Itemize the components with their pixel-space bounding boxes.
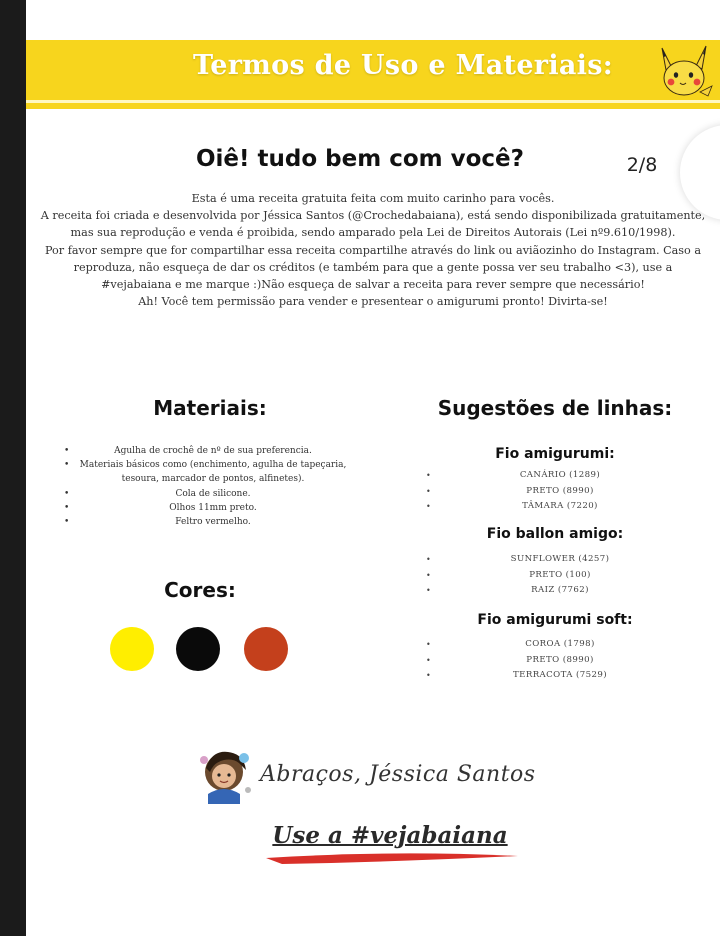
list-item: • Feltro vermelho. — [60, 515, 350, 529]
color-swatch-terracotta — [244, 627, 288, 671]
list-item: • Materiais básicos como (enchimento, agulha de tapeçaria, tesoura, marcador de pontos, alfinetes). — [60, 458, 350, 486]
cores-heading: Cores: — [164, 578, 236, 602]
intro-line: Esta é uma receita gratuita feita com muito carinho para vocês. — [191, 192, 555, 205]
list-item: • COROA (1798) — [420, 637, 700, 653]
red-swoosh-decoration — [262, 848, 522, 866]
header-divider-light — [26, 100, 720, 103]
pikachu-mascot-icon — [652, 42, 716, 104]
list-item: • Agulha de crochê de nº de sua preferencia. — [60, 444, 350, 458]
color-swatch-black — [176, 627, 220, 671]
list-item: • RAIZ (7762) — [420, 583, 700, 599]
intro-text — [40, 190, 706, 310]
fio-group-list — [420, 637, 700, 684]
list-item: • PRETO (8990) — [420, 484, 700, 500]
list-item: • TÂMARA (7220) — [420, 499, 700, 515]
list-item: • Olhos 11mm preto. — [60, 501, 350, 515]
intro-line: Por favor sempre que for compartilhar essa receita compartilhe através do link ou aviãozinho do Instagram. Caso a reproduza, não esqueça de dar os créditos (e também para que a gente possa ver seu trabalho <3), use a #vejabaiana e me marque :)Não esqueça de salvar a receita para rever sempre que necessário! — [44, 243, 702, 292]
author-signature: Abraços, Jéssica Santos — [260, 762, 536, 787]
fio-group-title: Fio ballon amigo: — [486, 526, 624, 542]
list-item: • PRETO (8990) — [420, 653, 700, 669]
materiais-heading: Materiais: — [153, 396, 267, 420]
fio-group-title: Fio amigurumi: — [495, 446, 615, 462]
sugestoes-heading: Sugestões de linhas: — [437, 396, 673, 420]
intro-line: Ah! Você tem permissão para vender e presentear o amigurumi pronto! Divirta-se! — [138, 295, 608, 309]
fio-group-list — [420, 552, 700, 599]
author-avatar — [194, 744, 260, 806]
list-item: • CANÁRIO (1289) — [420, 468, 700, 484]
header-divider — [26, 104, 720, 109]
hashtag-text: Use a #vejabaiana — [272, 822, 508, 849]
materiais-list — [60, 444, 350, 529]
fio-group-list — [420, 468, 700, 515]
list-item: • SUNFLOWER (4257) — [420, 552, 700, 568]
color-swatch-yellow — [110, 627, 154, 671]
list-item: • Cola de silicone. — [60, 487, 350, 501]
left-dark-bar — [0, 0, 26, 936]
list-item: • TERRACOTA (7529) — [420, 668, 700, 684]
greeting-heading: Oiê! tudo bem com você? — [196, 146, 524, 172]
page-title: Termos de Uso e Materiais: — [193, 50, 613, 81]
intro-line: A receita foi criada e desenvolvida por Jéssica Santos (@Crochedabaiana), está sendo disponibilizada gratuitamente, mas sua reprodução e venda é proibida, sendo amparado pela Lei de Direitos Autorais (Lei nº9.610/1998). — [40, 209, 706, 240]
fio-group-title: Fio amigurumi soft: — [477, 612, 633, 628]
list-item: • PRETO (100) — [420, 568, 700, 584]
page-indicator: 2/8 — [626, 154, 658, 176]
